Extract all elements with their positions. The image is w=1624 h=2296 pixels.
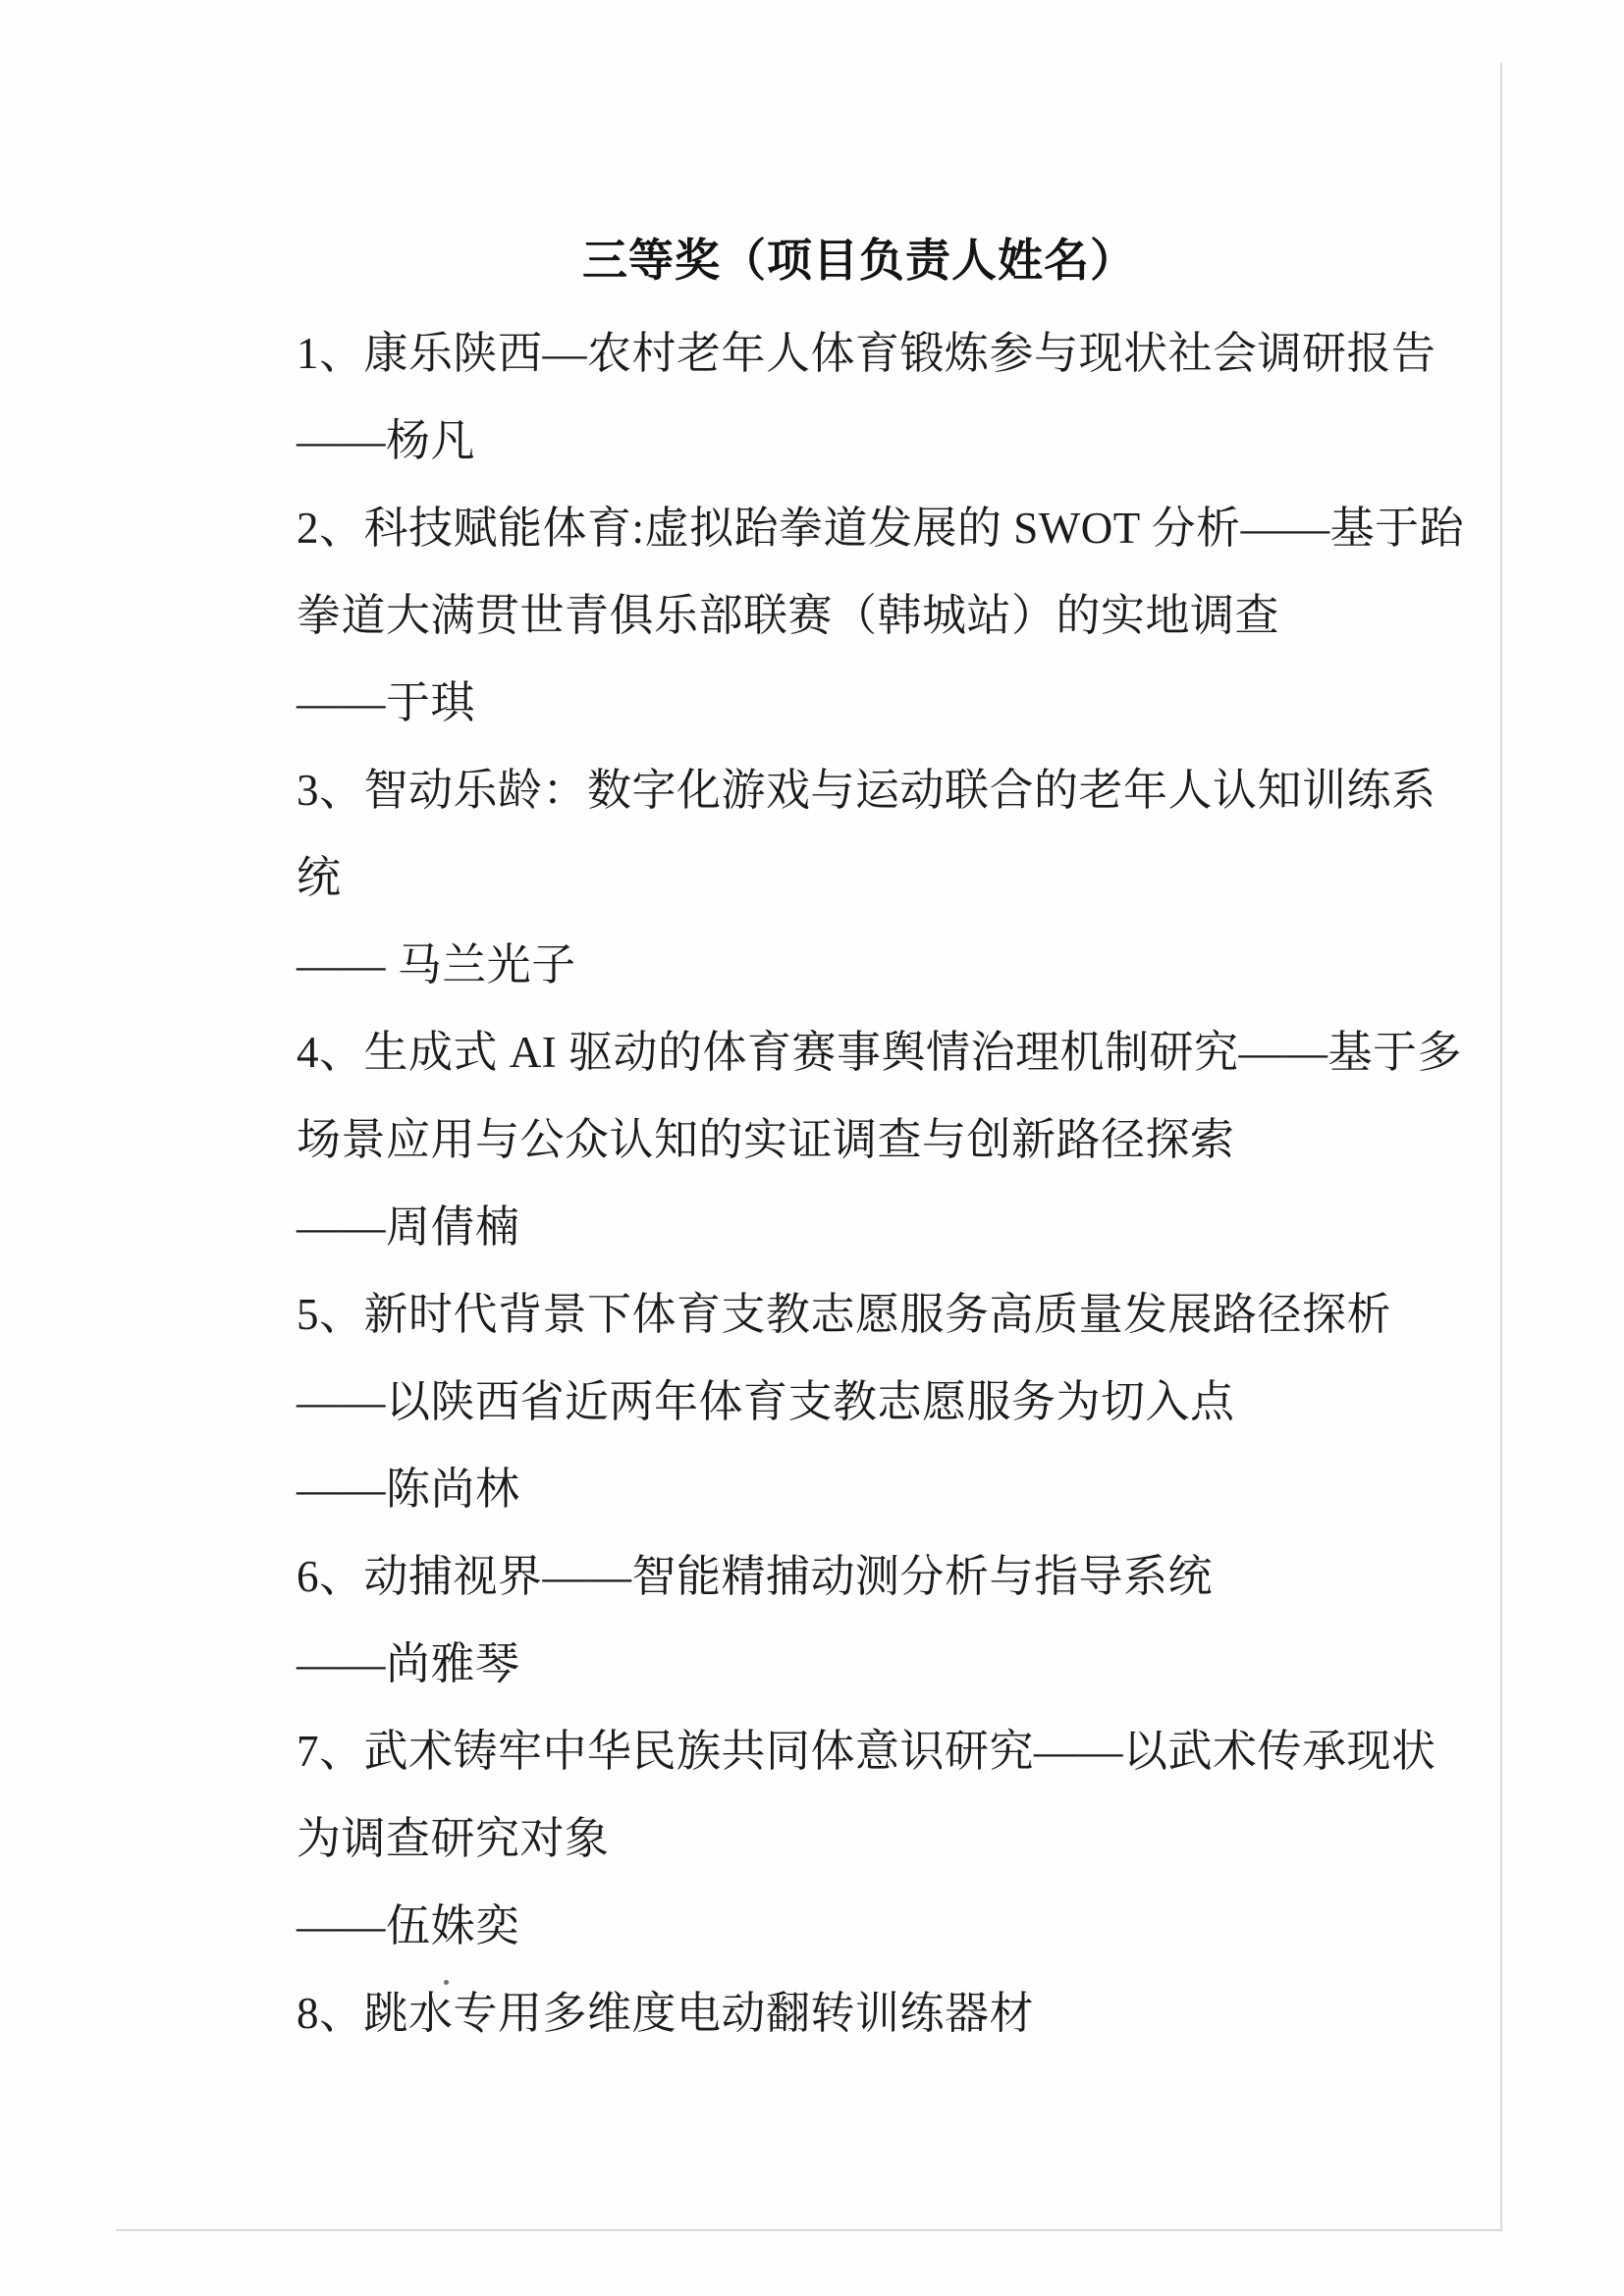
award-item-6-title-line: 6、动捕视界——智能精捕动测分析与指导系统 (297, 1552, 1214, 1601)
winner-name-line: ——伍姝奕 (297, 1901, 520, 1950)
page-title: 三等奖（项目负责人姓名） (582, 236, 1136, 286)
award-item-5-title-line: 5、新时代背景下体育支教志愿服务高质量发展路径探析 (297, 1290, 1392, 1339)
award-list (297, 310, 1504, 2057)
winner-name-line: ——陈尚林 (297, 1465, 520, 1514)
award-item-3-title-line: 3、智动乐龄：数字化游戏与运动联合的老年人认知训练系 (297, 766, 1436, 815)
winner-name-line: ——周倩楠 (297, 1202, 520, 1252)
page-edge-bottom (116, 2229, 1502, 2231)
award-item-8-title-line: 8、跳水专用多维度电动翻转训练器材 (297, 1989, 1035, 2038)
winner-name-line: ——杨凡 (297, 416, 476, 465)
winner-name-line: ——于琪 (297, 678, 476, 727)
page-edge-right (1500, 63, 1502, 2230)
winner-name-line: —— 马兰光子 (297, 940, 576, 989)
winner-name-line: ——尚雅琴 (297, 1639, 520, 1688)
award-item-4-title-continuation: 场景应用与公众认知的实证调查与创新路径探索 (297, 1115, 1235, 1164)
award-item-4-title-line: 4、生成式 AI 驱动的体育赛事舆情治理机制研究——基于多 (297, 1028, 1462, 1077)
award-item-1-title-line: 1、康乐陕西—农村老年人体育锻炼参与现状社会调研报告 (297, 329, 1436, 378)
award-item-3-title-continuation: 统 (297, 853, 342, 902)
award-item-7-title-line: 7、武术铸牢中华民族共同体意识研究——以武术传承现状 (297, 1727, 1436, 1776)
award-item-5-subtitle-line: ——以陕西省近两年体育支教志愿服务为切入点 (297, 1377, 1235, 1426)
award-item-7-title-continuation: 为调查研究对象 (297, 1814, 610, 1863)
award-item-2-title-line: 2、科技赋能体育:虚拟跆拳道发展的 SWOT 分析——基于跆 (297, 504, 1465, 553)
award-item-2-title-continuation: 拳道大满贯世青俱乐部联赛（韩城站）的实地调查 (297, 591, 1280, 640)
ink-speck (444, 1980, 449, 1985)
